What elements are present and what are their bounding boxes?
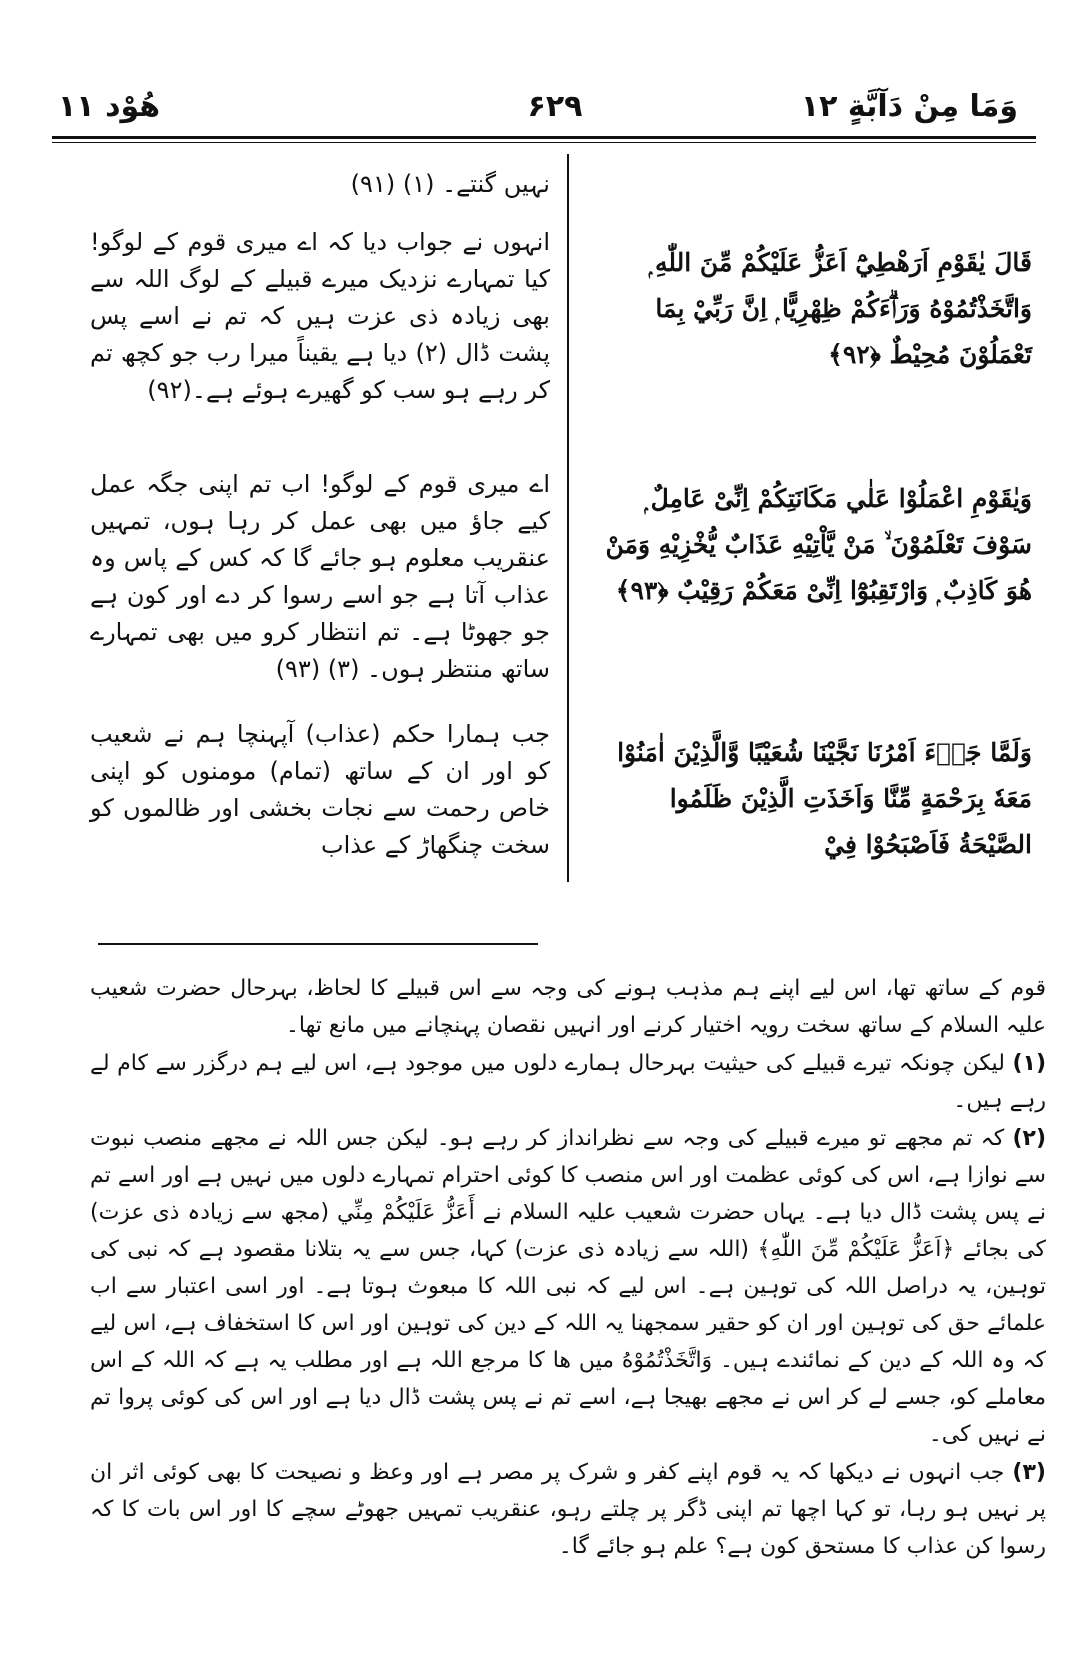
footnote-text: جب انہوں نے دیکھا کہ یہ قوم اپنے کفر و شرک پر مصر ہے اور وعظ و نصیحت کا بھی کوئی اثر ان پر نہیں ہو رہا، تو کہا اچھا تم اپنی ڈگر پر چلتے رہو، عنقریب تمہیں جھوٹے سچے کا اور اس بات کا کہ رسوا کن عذاب کا مستحق کون ہے؟ علم ہو جائے گا۔ — [90, 1460, 1046, 1559]
footnote-number: (۱) — [1012, 1051, 1046, 1076]
translation-top — [90, 166, 550, 203]
arabic-text: وَلَمَّا جَاۗءَ اَمْرُنَا نَجَّيْنَا شُعَيْبًا وَّالَّذِيْنَ اٰمَنُوْا مَعَهٗ بِرَحْمَةٍ مِّنَّا وَاَخَذَتِ الَّذِيْنَ ظَلَمُوا الصَّيْحَةُ فَاَصْبَحُوْا فِيْ — [617, 738, 1032, 859]
arabic-verse-93 — [588, 476, 1032, 614]
translation-text: اے میری قوم کے لوگو! اب تم اپنی جگہ عمل کیے جاؤ میں بھی عمل کر رہا ہوں، تمہیں عنقریب معلوم ہو جائے گا کہ کس کے پاس وہ عذاب آتا ہے جو اسے رسوا کر دے اور کون ہے جو جھوٹا ہے۔ تم انتظار کرو میں بھی تمہارے ساتھ منتظر ہوں۔ (۳) (۹۳) — [90, 470, 550, 683]
translation-block-94 — [90, 716, 550, 864]
footnote-divider — [98, 943, 538, 945]
translation-block-93 — [90, 466, 550, 688]
arabic-verse-94 — [588, 730, 1032, 868]
footnote-text: کہ تم مجھے تو میرے قبیلے کی وجہ سے نظرانداز کر رہے ہو۔ لیکن جس اللہ نے مجھے منصب نبوت سے نوازا ہے، اس کی کوئی عظمت اور اس منصب کا کوئی احترام تمہارے دلوں میں نہیں ہے اور اسے تم نے پس پشت ڈال دیا ہے۔ یہاں حضرت شعیب علیہ السلام نے أَعَزُّ عَلَيْكُمْ مِنِّي (مجھ سے زیادہ ذی عزت) کی بجائے ﴿اَعَزُّ عَلَيْكُمْ مِّنَ اللّٰهِ﴾ (اللہ سے زیادہ ذی عزت) کہا، جس سے یہ بتلانا مقصود ہے کہ نبی کی توہین، یہ دراصل اللہ کی توہین ہے۔ اس لیے کہ نبی اللہ کا مبعوث ہوتا ہے۔ اور اسی اعتبار سے اب علمائے حق کی توہین اور ان کو حقیر سمجھنا یہ اللہ کے دین کی توہین اور اس کا استخفاف ہے، اس لیے کہ وہ اللہ کے دین کے نمائندے ہیں۔ وَاتَّخَذْتُمُوْهُ میں ھا کا مرجع اللہ ہے اور مطلب یہ ہے کہ اللہ کے اس معاملے کو، جسے لے کر اس نے مجھے بھیجا ہے، اسے تم نے پس پشت ڈال دیا ہے اور اس کی کوئی پروا تم نے نہیں کی۔ — [90, 1126, 1046, 1447]
surah-name: ھُوْد ١١ — [58, 89, 161, 124]
arabic-verse-92 — [588, 240, 1032, 378]
footnote-1 — [90, 1045, 1046, 1119]
translation-text: انہوں نے جواب دیا کہ اے میری قوم کے لوگو! کیا تمہارے نزدیک میرے قبیلے کے لوگ اللہ سے بھی زیادہ ذی عزت ہیں کہ تم نے اسے پس پشت ڈال (۲) دیا ہے یقیناً میرا رب جو کچھ تم کر رہے ہو سب کو گھیرے ہوئے ہے۔(۹۲) — [90, 228, 550, 404]
header-rule — [52, 136, 1036, 139]
translation-block-92 — [90, 224, 550, 409]
translation-line: نہیں گنتے۔ (۱) (۹۱) — [350, 170, 550, 198]
page-number: ۶۲۹ — [527, 89, 583, 124]
translation-text: جب ہمارا حکم (عذاب) آپہنچا ہم نے شعیب کو اور ان کے ساتھ (تمام) مومنوں کو اپنی خاص رحمت سے نجات بخشی اور ظالموں کو سخت چنگھاڑ کے عذاب — [90, 720, 550, 859]
header-rule-thin — [52, 142, 1036, 143]
juz-name: وَمَا مِنْ دَآبَّةٍ ١٢ — [800, 89, 1018, 124]
footnote-text: لیکن چونکہ تیرے قبیلے کی حیثیت بہرحال ہمارے دلوں میں موجود ہے، اس لیے ہم درگزر سے کام لے رہے ہیں۔ — [90, 1051, 1046, 1113]
footnote-number: (۲) — [1012, 1126, 1046, 1151]
footnote-3 — [90, 1454, 1046, 1565]
footnotes — [90, 970, 1046, 1566]
arabic-text: قَالَ يٰقَوْمِ اَرَهْطِيْٓ اَعَزُّ عَلَيْكُمْ مِّنَ اللّٰهِ ۭ وَاتَّخَذْتُمُوْهُ وَرَاۗءَكُمْ ظِهْرِيًّا ۭ اِنَّ رَبِّيْ بِمَا تَعْمَلُوْنَ مُحِيْطٌ ﴿۹۲﴾ — [648, 248, 1032, 369]
footnote-continuation: قوم کے ساتھ تھا، اس لیے اپنے ہم مذہب ہونے کی وجہ سے اس قبیلے کا لحاظ، بہرحال حضرت شعیب علیہ السلام کے ساتھ سخت رویہ اختیار کرنے اور انہیں نقصان پہنچانے میں مانع تھا۔ — [90, 976, 1046, 1038]
footnote-2 — [90, 1120, 1046, 1453]
column-divider — [567, 154, 569, 882]
arabic-text: وَيٰقَوْمِ اعْمَلُوْا عَلٰي مَكَانَتِكُمْ اِنِّىْ عَامِلٌ ۭ سَوْفَ تَعْلَمُوْنَ ۙ مَنْ يَّاْتِيْهِ عَذَابٌ يُّخْزِيْهِ وَمَنْ هُوَ كَاذِبٌ ۭ وَارْتَقِبُوْٓا اِنِّىْ مَعَكُمْ رَقِيْبٌ ﴿۹۳﴾ — [605, 484, 1032, 605]
footnote-number: (۳) — [1012, 1460, 1046, 1485]
